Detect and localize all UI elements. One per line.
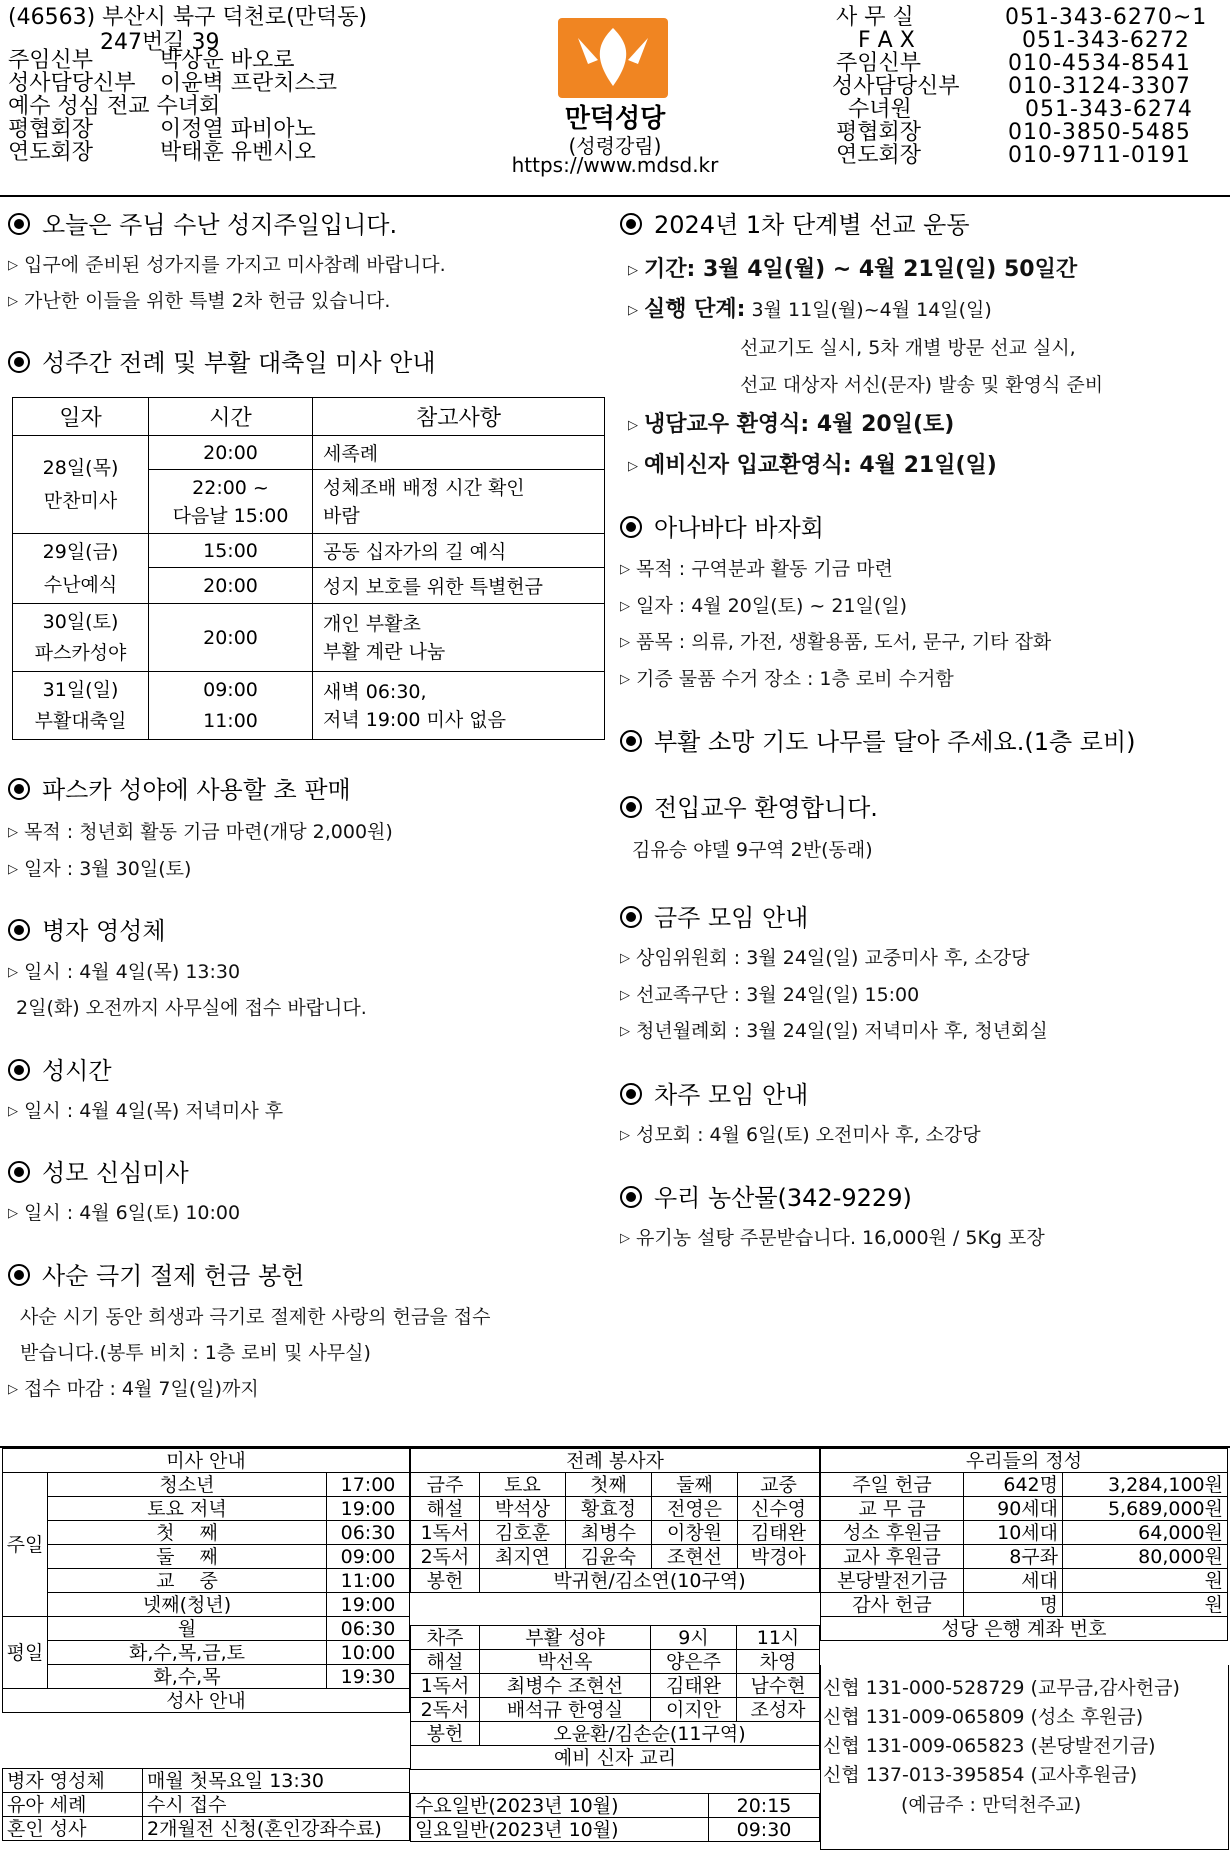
list-item: ▷ 일시 : 4월 4일(목) 저녁미사 후	[8, 1100, 284, 1122]
left-role-1: 주임신부	[8, 48, 94, 73]
left-role-4: 평협회장	[8, 117, 94, 142]
table-row: 31일(일) 부활대축일 09:00 11:00 새벽 06:30, 저녁 19:00 미사 없음	[13, 672, 605, 740]
triangle-right-icon: ▷	[8, 825, 18, 840]
bullet-circle-icon	[620, 906, 642, 928]
bullet-circle-icon	[620, 796, 642, 818]
triangle-right-icon: ▷	[620, 951, 630, 966]
triangle-right-icon: ▷	[8, 1104, 18, 1119]
contact-label-3: 주임신부	[836, 51, 922, 76]
catechumen-table-title: 예비 신자 교리	[411, 1746, 820, 1770]
bullet-circle-icon	[620, 213, 642, 235]
servers-next-table: 차주 부활 성야 9시 11시 해설 박선옥 양은주 차영 1독서 최병수 조현선 김태완 남수현 2독서 배석규 한영실 이지안 조성자 봉헌 오윤환/김손순(11구역) 예비 신자 교리	[410, 1625, 820, 1770]
section-mission: 2024년 1차 단계별 선교 운동	[620, 205, 970, 240]
mission-step: ▷ 실행 단계: 3월 11일(월)~4월 14일(일)	[628, 297, 992, 322]
section-holy-hour: 성시간	[8, 1051, 112, 1086]
bulletin-header	[0, 0, 1230, 197]
list-item: ▷ 일시 : 4월 6일(토) 10:00	[8, 1202, 241, 1224]
donations-table-title: 우리들의 정성	[821, 1449, 1228, 1473]
triangle-right-icon: ▷	[8, 294, 18, 309]
bank-accounts	[820, 1665, 1229, 1850]
contact-label-5: 수녀원	[848, 97, 912, 122]
contact-label-2: F A X	[858, 28, 915, 53]
left-name-1: 박상운 바오로	[160, 48, 295, 73]
church-subtitle: (성령강림)	[568, 134, 662, 158]
table-row: 22:00 ~ 다음날 15:00 성체조배 배정 시간 확인 바람	[13, 470, 605, 534]
bullet-circle-icon	[8, 1059, 30, 1081]
bullet-circle-icon	[620, 1083, 642, 1105]
list-item: 받습니다.(봉투 비치 : 1층 로비 및 사무실)	[20, 1342, 371, 1364]
list-item: ▷ 성모회 : 4월 6일(토) 오전미사 후, 소강당	[620, 1124, 981, 1146]
triangle-right-icon: ▷	[620, 635, 630, 650]
triangle-right-icon: ▷	[628, 303, 638, 318]
section-farm-products: 우리 농산물(342-9229)	[620, 1178, 912, 1213]
bullet-circle-icon	[8, 778, 30, 800]
donations-table: 우리들의 정성 주일 헌금 642명 3,284,100원 교 무 금 90세대 5,689,000원 성소 후원금 10세대 64,000원 교사 후원금 8구좌 80,000원 본당발전기금 세대 원 감사 헌금 명 원 성당 은행 계좌 번호	[820, 1448, 1228, 1641]
table-header: 일자	[13, 398, 149, 436]
list-item: ▷ 선교족구단 : 3월 24일(일) 15:00	[620, 984, 920, 1006]
mission-step-detail: 선교기도 실시, 5차 개별 방문 선교 실시,	[740, 337, 1076, 359]
left-role-5: 연도회장	[8, 140, 94, 165]
servers-table: 전례 봉사자 금주 토요 첫째 둘째 교중 해설 박석상 황효정 전영은 신수영 1독서 김호훈 최병수 이창원 김태완 2독서 최지연 김윤숙 조현선 박경아 봉헌 박귀현/김소연(10구역)	[410, 1448, 820, 1593]
bank-account: 신협 137-013-395854 (교사후원금)	[823, 1764, 1138, 1786]
triangle-right-icon: ▷	[620, 1024, 630, 1039]
servers-table-title: 전례 봉사자	[411, 1449, 820, 1473]
section-candle-sale: 파스카 성야에 사용할 초 판매	[8, 770, 351, 805]
triangle-right-icon: ▷	[8, 862, 18, 877]
sacrament-table-title: 성사 안내	[3, 1689, 410, 1713]
bullet-circle-icon	[8, 1161, 30, 1183]
left-name-2: 이윤벽 프란치스코	[160, 71, 338, 96]
bank-account: 신협 131-009-065823 (본당발전기금)	[823, 1735, 1156, 1757]
section-this-week-meetings: 금주 모임 안내	[620, 898, 808, 933]
bank-account: 신협 131-009-065809 (성소 후원금)	[823, 1706, 1144, 1728]
contact-value-4: 010-3124-3307	[1008, 74, 1191, 99]
section-marian-mass: 성모 신심미사	[8, 1153, 189, 1188]
bullet-circle-icon	[8, 919, 30, 941]
contact-value-3: 010-4534-8541	[1008, 51, 1191, 76]
list-item: ▷ 청년월례회 : 3월 24일(일) 저녁미사 후, 청년회실	[620, 1020, 1048, 1042]
triangle-right-icon: ▷	[620, 1231, 630, 1246]
bullet-circle-icon	[620, 730, 642, 752]
address-line2: 247번길 39	[100, 30, 220, 55]
contact-value-1: 051-343-6270~1	[1005, 5, 1208, 30]
triangle-right-icon: ▷	[8, 1382, 18, 1397]
list-item: ▷ 목적 : 청년회 활동 기금 마련(개당 2,000원)	[8, 821, 393, 843]
section-bazaar: 아나바다 바자회	[620, 508, 824, 543]
bullet-circle-icon	[8, 213, 30, 235]
section-prayer-tree: 부활 소망 기도 나무를 달아 주세요.(1층 로비)	[620, 722, 1136, 757]
triangle-right-icon: ▷	[628, 459, 638, 474]
list-item: ▷ 유기농 설탕 주문받습니다. 16,000원 / 5Kg 포장	[620, 1227, 1045, 1249]
bullet-circle-icon	[620, 516, 642, 538]
mass-table-title: 미사 안내	[3, 1449, 410, 1473]
section-lenten-offering: 사순 극기 절제 헌금 봉헌	[8, 1256, 304, 1291]
triangle-right-icon: ▷	[620, 562, 630, 577]
mission-welcome-lapsed: ▷ 냉담교우 환영식: 4월 20일(토)	[628, 412, 955, 437]
table-header: 참고사항	[313, 398, 605, 436]
holy-week-table	[12, 397, 605, 740]
left-role-3: 예수 성심 전교 수녀회	[8, 94, 221, 119]
table-row: 20:00 성지 보호를 위한 특별헌금	[13, 568, 605, 604]
sunday-label: 주일	[3, 1473, 48, 1617]
list-item: ▷ 일시 : 4월 4일(목) 13:30	[8, 961, 241, 983]
contact-label-6: 평협회장	[836, 120, 922, 145]
list-item: ▷ 가난한 이들을 위한 특별 2차 헌금 있습니다.	[8, 290, 391, 312]
contact-value-5: 051-343-6274	[1025, 97, 1193, 122]
list-item: ▷ 일자 : 4월 20일(토) ~ 21일(일)	[620, 595, 908, 617]
list-item: ▷ 기증 물품 수거 장소 : 1층 로비 수거함	[620, 668, 954, 690]
bottom-divider	[0, 1446, 1230, 1448]
list-item: 2일(화) 오전까지 사무실에 접수 바랍니다.	[16, 997, 367, 1019]
mission-period: ▷ 기간: 3월 4일(월) ~ 4월 21일(일) 50일간	[628, 257, 1078, 282]
left-role-2: 성사담당신부	[8, 71, 136, 96]
contact-value-6: 010-3850-5485	[1008, 120, 1191, 145]
list-item: ▷ 일자 : 3월 30일(토)	[8, 858, 192, 880]
section-holy-week: 성주간 전례 및 부활 대축일 미사 안내	[8, 343, 436, 378]
triangle-right-icon: ▷	[620, 1128, 630, 1143]
list-item: ▷ 품목 : 의류, 가전, 생활용품, 도서, 문구, 기타 잡화	[620, 631, 1052, 653]
list-item: ▷ 목적 : 구역분과 활동 기금 마련	[620, 558, 893, 580]
bank-table-title: 성당 은행 계좌 번호	[821, 1617, 1228, 1641]
mass-schedule-table: 미사 안내 주일 청소년 17:00 토요 저녁 19:00 첫 째 06:30 둘 째 09:00 교 중 11:00 넷째(청년) 19:00 평일 월 06:30 화,수,목,금,토 10:00 화,수,목 19:30 성사 안내	[2, 1448, 410, 1713]
contact-value-7: 010-9711-0191	[1008, 143, 1191, 168]
contact-label-1: 사 무 실	[836, 5, 914, 30]
contact-value-2: 051-343-6272	[1022, 28, 1190, 53]
bank-account: 신협 131-000-528729 (교무금,감사헌금)	[823, 1677, 1180, 1699]
triangle-right-icon: ▷	[620, 599, 630, 614]
contact-label-7: 연도회장	[836, 143, 922, 168]
section-new-parishioner: 전입교우 환영합니다.	[620, 788, 878, 823]
left-name-5: 박태훈 유벤시오	[160, 140, 316, 165]
triangle-right-icon: ▷	[628, 263, 638, 278]
list-item: 김유승 야델 9구역 2반(동래)	[632, 839, 873, 861]
triangle-right-icon: ▷	[8, 965, 18, 980]
catechumen-table: 수요일반(2023년 10월) 20:15 일요일반(2023년 10월) 09:30	[410, 1793, 820, 1842]
table-header: 시간	[149, 398, 313, 436]
section-palm-sunday: 오늘은 주님 수난 성지주일입니다.	[8, 205, 397, 240]
left-name-4: 이정열 파비아노	[160, 117, 316, 142]
sacrament-table: 병자 영성체 매월 첫목요일 13:30 유아 세례 수시 접수 혼인 성사 2개월전 신청(혼인강좌수료)	[2, 1768, 410, 1841]
triangle-right-icon: ▷	[8, 1206, 18, 1221]
bullet-circle-icon	[8, 1264, 30, 1286]
triangle-right-icon: ▷	[628, 418, 638, 433]
church-url[interactable]: https://www.mdsd.kr	[511, 153, 719, 177]
section-next-week-meetings: 차주 모임 안내	[620, 1075, 808, 1110]
triangle-right-icon: ▷	[620, 672, 630, 687]
list-item: ▷ 입구에 준비된 성가지를 가지고 미사참례 바랍니다.	[8, 254, 446, 276]
address-line1: (46563) 부산시 북구 덕천로(만덕동)	[8, 5, 368, 30]
list-item: 사순 시기 동안 희생과 극기로 절제한 사랑의 헌금을 접수	[20, 1306, 491, 1328]
church-logo	[558, 18, 668, 98]
mission-step-detail: 선교 대상자 서신(문자) 발송 및 환영식 준비	[740, 374, 1104, 396]
bank-holder: (예금주 : 만덕천주교)	[901, 1794, 1082, 1816]
table-row: 28일(목) 만찬미사 20:00 세족례	[13, 436, 605, 470]
triangle-right-icon: ▷	[8, 258, 18, 273]
mission-welcome-catechumen: ▷ 예비신자 입교환영식: 4월 21일(일)	[628, 453, 997, 478]
weekday-label: 평일	[3, 1617, 48, 1689]
table-row: 30일(토) 파스카성야 20:00 개인 부활초 부활 계란 나눔	[13, 604, 605, 672]
bullet-circle-icon	[8, 351, 30, 373]
section-sick-communion: 병자 영성체	[8, 911, 166, 946]
bullet-circle-icon	[620, 1186, 642, 1208]
list-item: ▷ 접수 마감 : 4월 7일(일)까지	[8, 1378, 259, 1400]
church-name: 만덕성당	[564, 104, 666, 134]
table-row: 29일(금) 수난예식 15:00 공동 십자가의 길 예식	[13, 534, 605, 568]
triangle-right-icon: ▷	[620, 988, 630, 1003]
list-item: ▷ 상임위원회 : 3월 24일(일) 교중미사 후, 소강당	[620, 947, 1030, 969]
contact-label-4: 성사담당신부	[832, 74, 960, 99]
